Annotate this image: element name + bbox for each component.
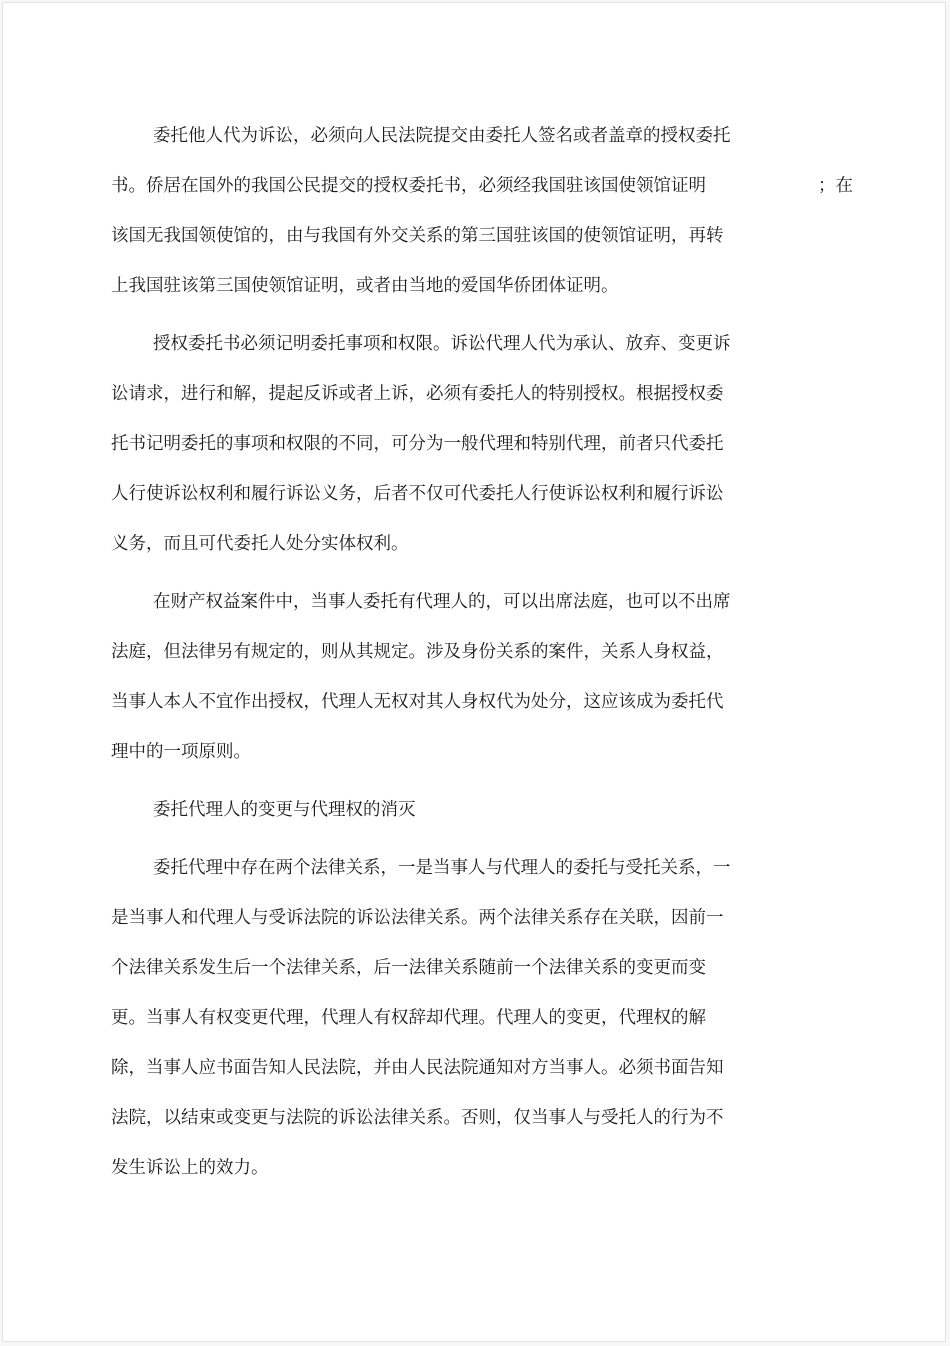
paragraph-line: 个法律关系发生后一个法律关系，后一法律关系随前一个法律关系的变更而变 bbox=[111, 958, 706, 978]
paragraph-line: 讼请求，进行和解，提起反诉或者上诉，必须有委托人的特别授权。根据授权委 bbox=[111, 384, 724, 404]
paragraph-line: 上我国驻该第三国使领馆证明，或者由当地的爱国华侨团体证明。 bbox=[111, 276, 619, 296]
paragraph-line: 是当事人和代理人与受诉法院的诉讼法律关系。两个法律关系存在关联，因前一 bbox=[111, 908, 724, 928]
paragraph-line: 托书记明委托的事项和权限的不同，可分为一般代理和特别代理，前者只代委托 bbox=[111, 434, 724, 454]
paragraph-line: 除，当事人应书面告知人民法院，并由人民法院通知对方当事人。必须书面告知 bbox=[111, 1058, 724, 1078]
paragraph-line: 在财产权益案件中，当事人委托有代理人的，可以出席法庭，也可以不出席 bbox=[153, 592, 731, 612]
paragraph-line: 委托他人代为诉讼，必须向人民法院提交由委托人签名或者盖章的授权委托 bbox=[153, 126, 731, 146]
paragraph-line: 人行使诉讼权利和履行诉讼义务，后者不仅可代委托人行使诉讼权利和履行诉讼 bbox=[111, 484, 724, 504]
paragraph-line: 书。侨居在国外的我国公民提交的授权委托书，必须经我国驻该国使领馆证明 bbox=[111, 176, 706, 196]
paragraph-line: 更。当事人有权变更代理，代理人有权辞却代理。代理人的变更，代理权的解 bbox=[111, 1008, 706, 1028]
paragraph-line: 授权委托书必须记明委托事项和权限。诉讼代理人代为承认、放弃、变更诉 bbox=[153, 334, 731, 354]
paragraph-line: 发生诉讼上的效力。 bbox=[111, 1158, 269, 1178]
paragraph-line: 法庭，但法律另有规定的，则从其规定。涉及身份关系的案件，关系人身权益， bbox=[111, 642, 724, 662]
paragraph-line: 委托代理中存在两个法律关系，一是当事人与代理人的委托与受托关系，一 bbox=[153, 858, 731, 878]
paragraph-line: 法院，以结束或变更与法院的诉讼法律关系。否则，仅当事人与受托人的行为不 bbox=[111, 1108, 724, 1128]
paragraph-line: 该国无我国领使馆的，由与我国有外交关系的第三国驻该国的使领馆证明，再转 bbox=[111, 226, 724, 246]
paragraph-line: 当事人本人不宜作出授权，代理人无权对其人身权代为处分，这应该成为委托代 bbox=[111, 692, 724, 712]
paragraph-line-tail: ；在 bbox=[818, 176, 853, 196]
paragraph-line: 义务，而且可代委托人处分实体权利。 bbox=[111, 534, 409, 554]
paragraph-line: 理中的一项原则。 bbox=[111, 742, 251, 762]
document-page bbox=[2, 2, 946, 1342]
section-heading: 委托代理人的变更与代理权的消灭 bbox=[153, 800, 416, 820]
